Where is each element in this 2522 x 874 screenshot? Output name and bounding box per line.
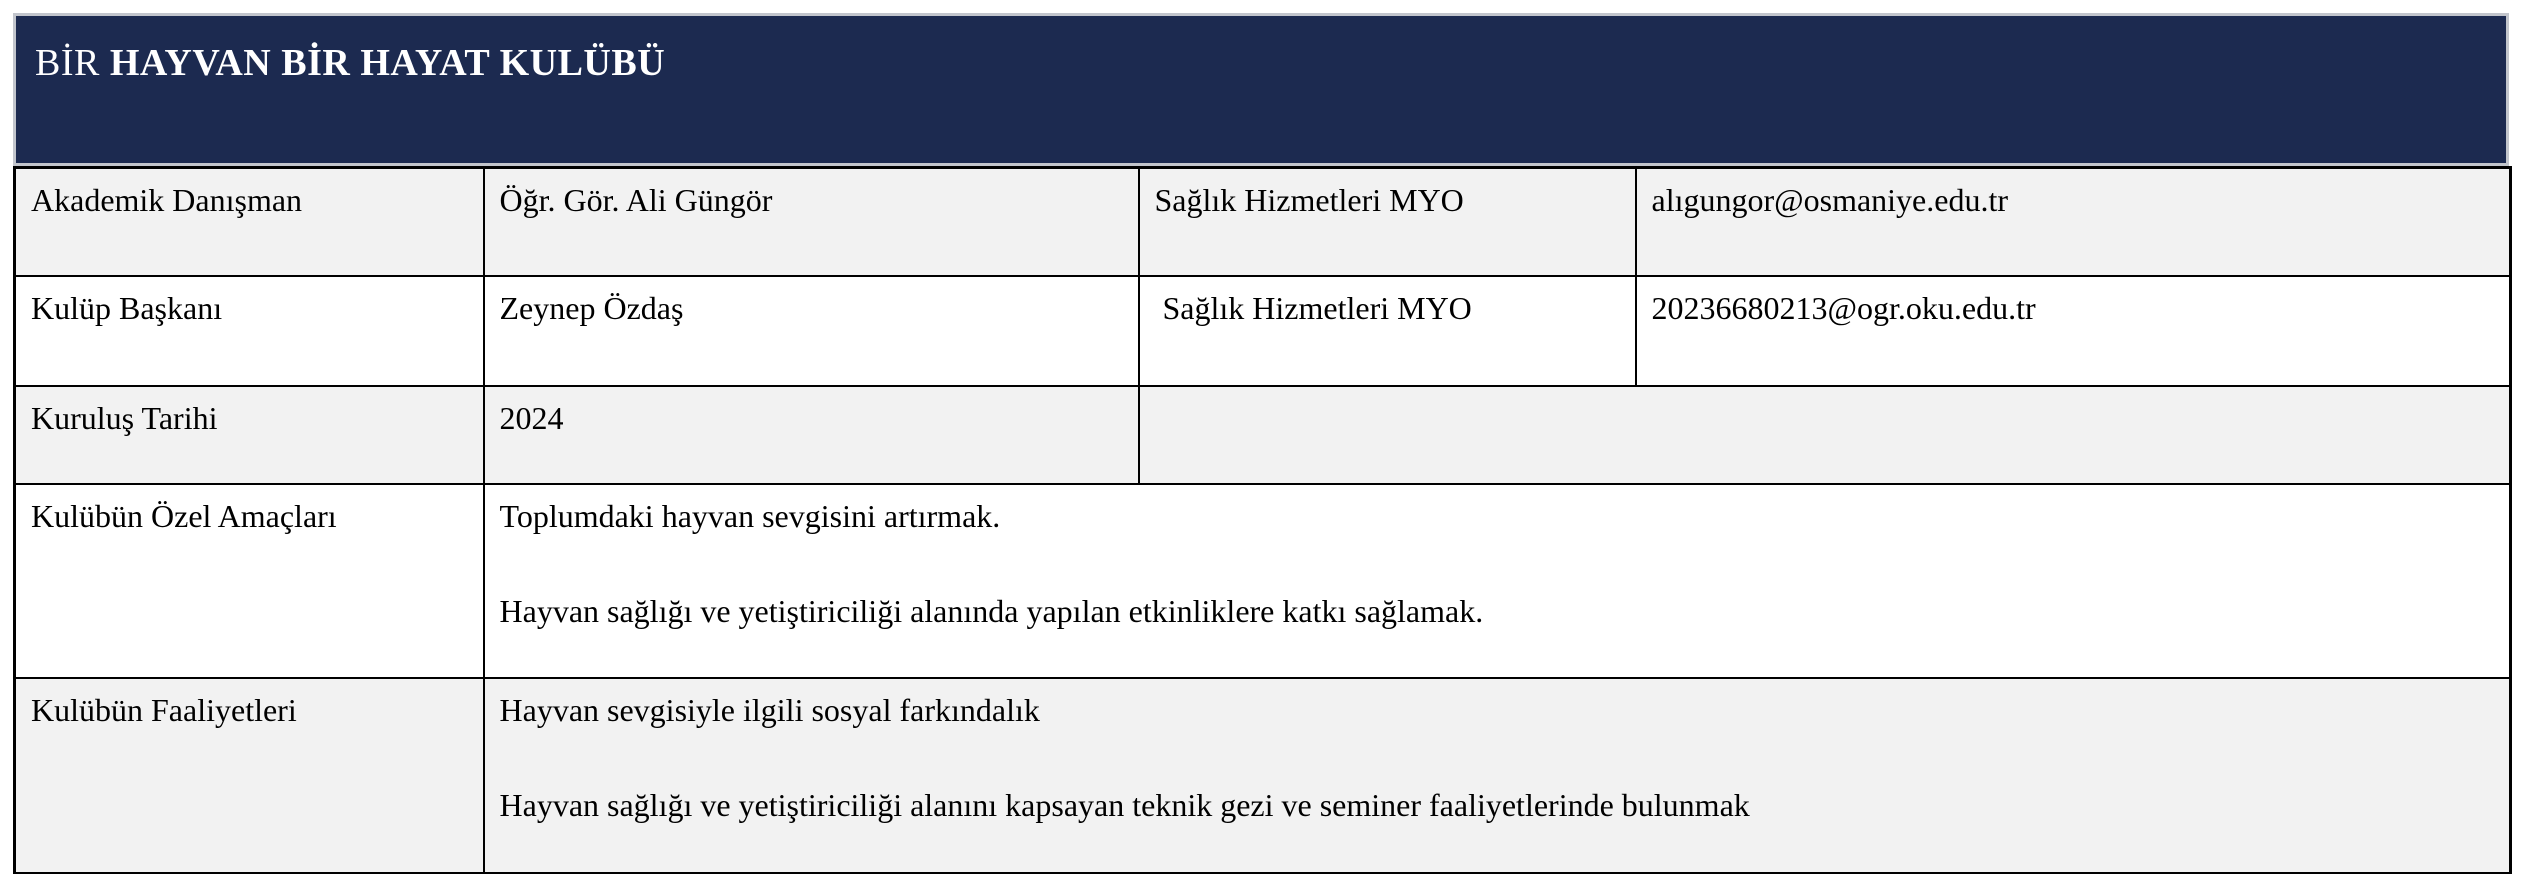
founding-empty-cell	[1139, 386, 2511, 484]
president-email: 20236680213@ogr.oku.edu.tr	[1636, 276, 2511, 386]
aims-paragraph-1: Toplumdaki hayvan sevgisini artırmak.	[499, 497, 1001, 534]
special-aims-cell	[484, 484, 2511, 678]
club-info-table	[13, 166, 2512, 874]
row-label-club-president: Kulüp Başkanı	[15, 276, 484, 386]
row-club-president	[15, 276, 2511, 386]
row-label-special-aims: Kulübün Özel Amaçları	[15, 484, 484, 678]
club-title-bar	[13, 13, 2509, 166]
activities-paragraph-1: Hayvan sevgisiyle ilgili sosyal farkındalık	[499, 691, 1040, 728]
activities-cell	[484, 678, 2511, 874]
advisor-name: Öğr. Gör. Ali Güngör	[484, 168, 1139, 276]
advisor-unit: Sağlık Hizmetleri MYO	[1139, 168, 1636, 276]
founding-year: 2024	[484, 386, 1139, 484]
row-founding-date	[15, 386, 2511, 484]
row-activities	[15, 678, 2511, 874]
aims-paragraph-2: Hayvan sağlığı ve yetiştiriciliği alanında yapılan etkinliklere katkı sağlamak.	[499, 592, 1484, 629]
advisor-email: alıgungor@osmaniye.edu.tr	[1636, 168, 2511, 276]
row-special-aims	[15, 484, 2511, 678]
president-name: Zeynep Özdaş	[484, 276, 1139, 386]
row-label-founding-date: Kuruluş Tarihi	[15, 386, 484, 484]
club-document	[13, 13, 2509, 874]
row-label-academic-advisor: Akademik Danışman	[15, 168, 484, 276]
club-title-main: HAYVAN BİR HAYAT KULÜBÜ	[109, 42, 666, 84]
club-title	[35, 42, 2506, 86]
club-title-prefix: BİR	[35, 42, 110, 84]
president-unit: Sağlık Hizmetleri MYO	[1139, 276, 1636, 386]
row-academic-advisor	[15, 168, 2511, 276]
activities-paragraph-2: Hayvan sağlığı ve yetiştiriciliği alanını kapsayan teknik gezi ve seminer faaliyetlerinde bulunmak	[499, 786, 1750, 823]
row-label-activities: Kulübün Faaliyetleri	[15, 678, 484, 874]
